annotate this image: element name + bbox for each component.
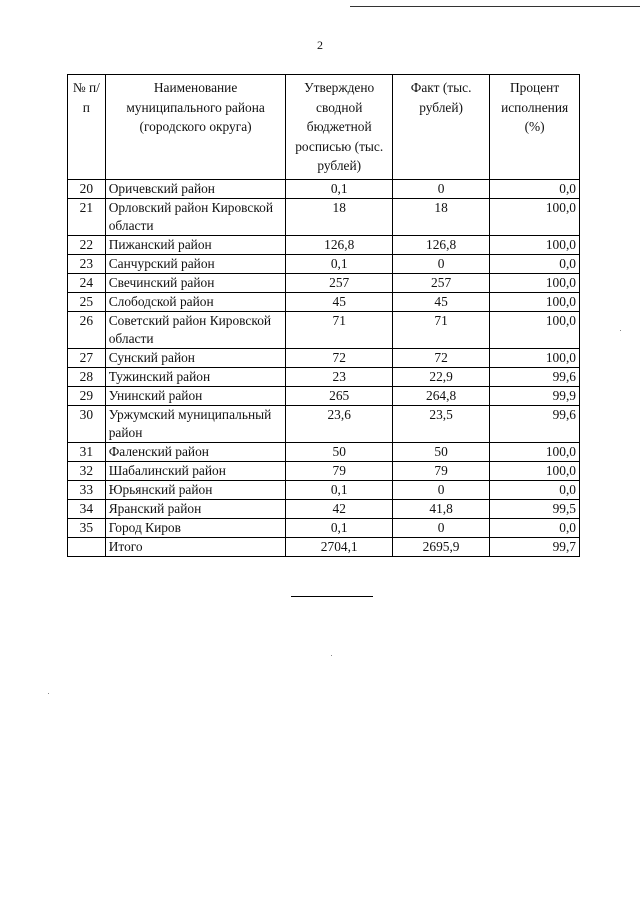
cell-percent: 0,0 — [490, 179, 580, 198]
cell-num — [68, 537, 106, 556]
cell-fact: 264,8 — [392, 386, 489, 405]
cell-fact: 126,8 — [392, 235, 489, 254]
table-total-row — [68, 537, 580, 556]
cell-name: Уржумский муниципальный район — [105, 405, 286, 442]
table-row — [68, 518, 580, 537]
cell-num: 27 — [68, 348, 106, 367]
cell-num: 32 — [68, 461, 106, 480]
cell-approved: 23 — [286, 367, 393, 386]
scan-speck — [331, 655, 332, 656]
cell-name: Оричевский район — [105, 179, 286, 198]
table-row — [68, 198, 580, 235]
cell-percent: 0,0 — [490, 254, 580, 273]
cell-fact: 71 — [392, 311, 489, 348]
cell-name: Советский район Кировской области — [105, 311, 286, 348]
table-row — [68, 367, 580, 386]
cell-fact: 41,8 — [392, 499, 489, 518]
table-row — [68, 386, 580, 405]
header-rule — [350, 6, 640, 7]
cell-percent: 100,0 — [490, 311, 580, 348]
table-row — [68, 499, 580, 518]
table-row — [68, 461, 580, 480]
cell-percent: 99,7 — [490, 537, 580, 556]
cell-percent: 100,0 — [490, 235, 580, 254]
cell-approved: 0,1 — [286, 518, 393, 537]
cell-approved: 265 — [286, 386, 393, 405]
cell-approved: 0,1 — [286, 480, 393, 499]
cell-percent: 0,0 — [490, 480, 580, 499]
table-row — [68, 480, 580, 499]
cell-approved: 42 — [286, 499, 393, 518]
cell-approved: 79 — [286, 461, 393, 480]
table-row — [68, 273, 580, 292]
cell-approved: 50 — [286, 442, 393, 461]
cell-num: 35 — [68, 518, 106, 537]
cell-num: 34 — [68, 499, 106, 518]
cell-approved: 126,8 — [286, 235, 393, 254]
cell-approved: 23,6 — [286, 405, 393, 442]
cell-percent: 100,0 — [490, 461, 580, 480]
header-fact: Факт (тыс. рублей) — [392, 75, 489, 180]
page-number: 2 — [317, 38, 323, 52]
cell-fact: 2695,9 — [392, 537, 489, 556]
cell-num: 22 — [68, 235, 106, 254]
cell-name: Пижанский район — [105, 235, 286, 254]
cell-name: Шабалинский район — [105, 461, 286, 480]
cell-name: Свечинский район — [105, 273, 286, 292]
cell-approved: 2704,1 — [286, 537, 393, 556]
cell-percent: 100,0 — [490, 348, 580, 367]
header-num: № п/п — [68, 75, 106, 180]
table-row — [68, 235, 580, 254]
cell-fact: 18 — [392, 198, 489, 235]
cell-fact: 0 — [392, 254, 489, 273]
table-row — [68, 254, 580, 273]
cell-name: Юрьянский район — [105, 480, 286, 499]
cell-name: Фаленский район — [105, 442, 286, 461]
cell-num: 30 — [68, 405, 106, 442]
table-row — [68, 442, 580, 461]
cell-name: Яранский район — [105, 499, 286, 518]
cell-percent: 99,9 — [490, 386, 580, 405]
table-row — [68, 179, 580, 198]
cell-num: 23 — [68, 254, 106, 273]
cell-num: 31 — [68, 442, 106, 461]
cell-num: 20 — [68, 179, 106, 198]
end-rule — [291, 596, 373, 597]
table-row — [68, 348, 580, 367]
cell-num: 25 — [68, 292, 106, 311]
cell-fact: 79 — [392, 461, 489, 480]
cell-name: Унинский район — [105, 386, 286, 405]
cell-name: Орловский район Кировской области — [105, 198, 286, 235]
header-percent: Процент исполнения (%) — [490, 75, 580, 180]
table-row — [68, 405, 580, 442]
cell-num: 33 — [68, 480, 106, 499]
cell-percent: 100,0 — [490, 292, 580, 311]
cell-num: 24 — [68, 273, 106, 292]
cell-fact: 45 — [392, 292, 489, 311]
table-header-row — [68, 75, 580, 180]
cell-name: Итого — [105, 537, 286, 556]
cell-fact: 72 — [392, 348, 489, 367]
cell-fact: 0 — [392, 179, 489, 198]
cell-percent: 0,0 — [490, 518, 580, 537]
cell-approved: 71 — [286, 311, 393, 348]
cell-fact: 23,5 — [392, 405, 489, 442]
cell-name: Сунский район — [105, 348, 286, 367]
cell-percent: 99,6 — [490, 405, 580, 442]
table-body — [68, 179, 580, 556]
cell-num: 28 — [68, 367, 106, 386]
cell-percent: 100,0 — [490, 442, 580, 461]
cell-fact: 22,9 — [392, 367, 489, 386]
cell-approved: 45 — [286, 292, 393, 311]
cell-num: 21 — [68, 198, 106, 235]
header-name: Наименование муниципального района (городского округа) — [105, 75, 286, 180]
cell-fact: 50 — [392, 442, 489, 461]
cell-name: Город Киров — [105, 518, 286, 537]
cell-name: Санчурский район — [105, 254, 286, 273]
cell-percent: 100,0 — [490, 198, 580, 235]
header-approved: Утверждено сводной бюджетной росписью (тыс. рублей) — [286, 75, 393, 180]
cell-percent: 99,6 — [490, 367, 580, 386]
cell-approved: 0,1 — [286, 254, 393, 273]
table-row — [68, 311, 580, 348]
scan-speck — [620, 330, 621, 331]
cell-fact: 0 — [392, 480, 489, 499]
budget-table — [67, 74, 580, 557]
cell-num: 26 — [68, 311, 106, 348]
cell-percent: 100,0 — [490, 273, 580, 292]
cell-num: 29 — [68, 386, 106, 405]
table-row — [68, 292, 580, 311]
cell-fact: 0 — [392, 518, 489, 537]
scan-speck — [48, 693, 49, 694]
cell-approved: 18 — [286, 198, 393, 235]
cell-approved: 257 — [286, 273, 393, 292]
cell-fact: 257 — [392, 273, 489, 292]
cell-name: Тужинский район — [105, 367, 286, 386]
cell-percent: 99,5 — [490, 499, 580, 518]
cell-approved: 72 — [286, 348, 393, 367]
cell-approved: 0,1 — [286, 179, 393, 198]
cell-name: Слободской район — [105, 292, 286, 311]
